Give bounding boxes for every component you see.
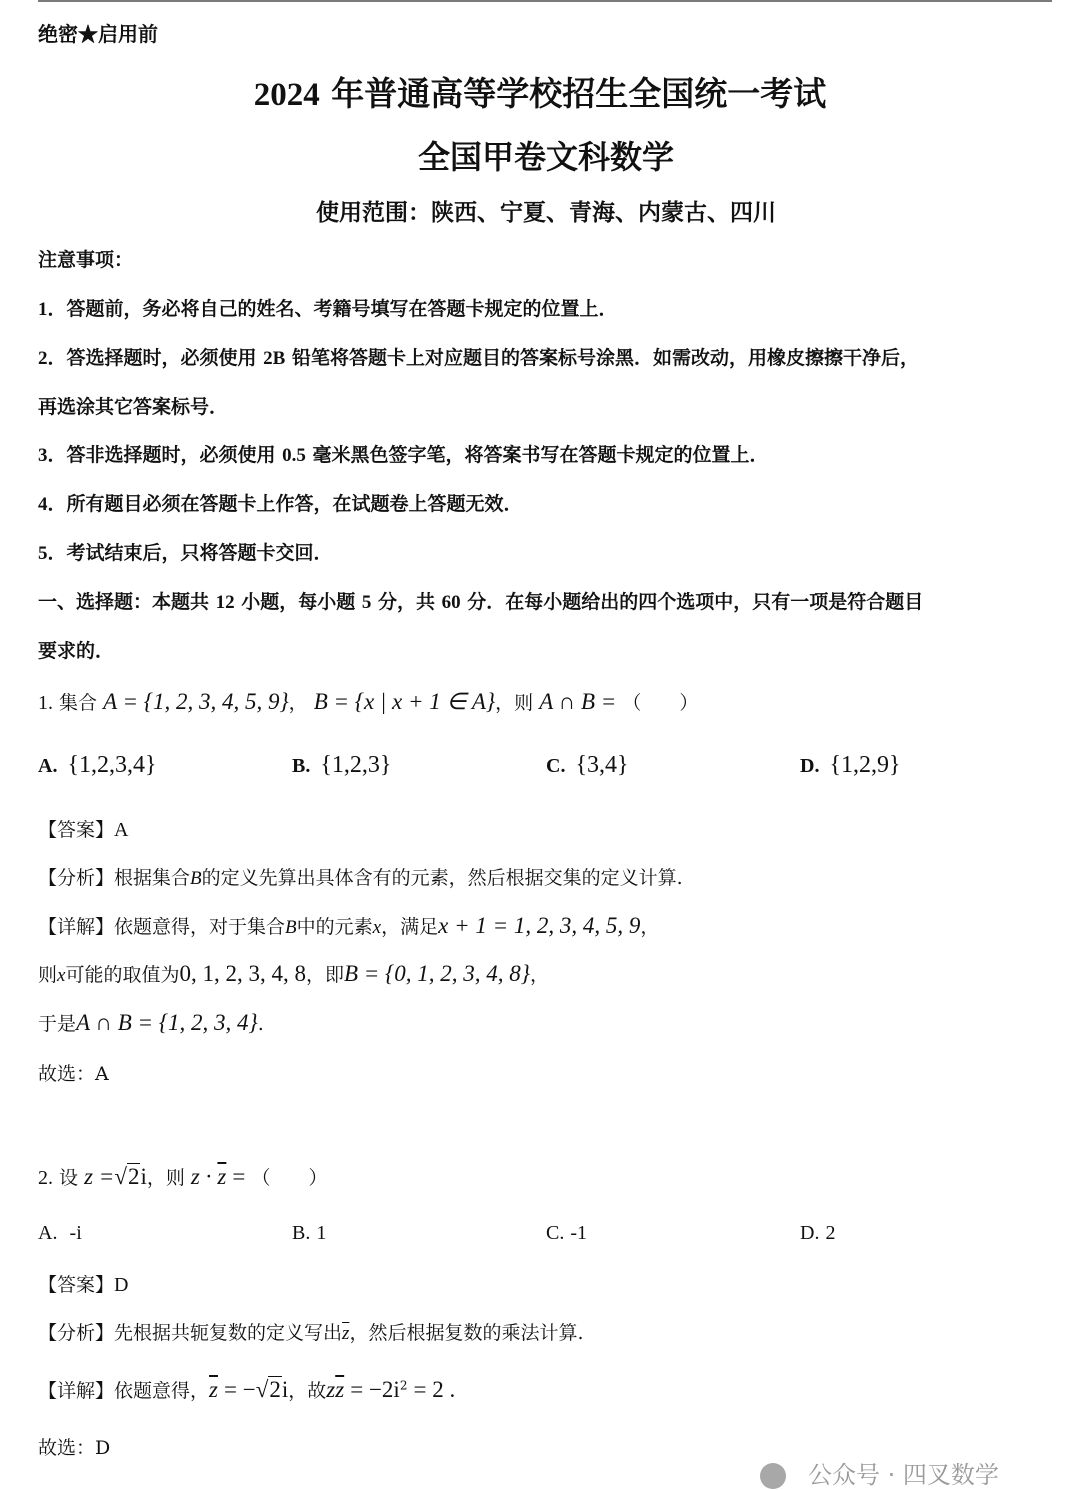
question-2-analysis: 【分析】先根据共轭复数的定义写出$\overline{z}$，然后根据复数的乘法计算.: [38, 1322, 584, 1344]
section-heading-continued: 要求的．: [38, 640, 115, 662]
question-1-option-a[interactable]: A. {1,2,3,4}: [38, 752, 157, 778]
section-heading: 一、选择题：本题共 12 小题，每小题 5 分，共 60 分．在每小题给出的四个选项中，只有一项是符合题目: [38, 591, 924, 613]
notice-item-1: 1．答题前，务必将自己的姓名、考籍号填写在答题卡规定的位置上．: [38, 298, 618, 320]
question-1-answer: 【答案】A: [38, 819, 129, 841]
exam-title-text: 年普通高等学校招生全国统一考试: [331, 74, 827, 113]
question-2-answer: 【答案】D: [38, 1274, 129, 1296]
question-1-detail-line-1: 【详解】依题意得，对于集合B中的元素x，满足x + 1 = 1, 2, 3, 4, 5, 9，: [38, 913, 660, 938]
notice-item-2: 2．答选择题时，必须使用 2B 铅笔将答题卡上对应题目的答案标号涂黑．如需改动，用橡皮擦擦干净后，: [38, 347, 919, 369]
question-2-detail: 【详解】依题意得，$\overline{z} = -√2i$，故$z\overline{z} = -2i^2 = 2$ .: [38, 1377, 456, 1402]
notice-item-4: 4．所有题目必须在答题卡上作答，在试题卷上答题无效．: [38, 493, 523, 515]
question-1-choice: 故选：A: [38, 1063, 109, 1085]
wechat-account-icon: [760, 1463, 786, 1489]
notice-item-2-continued: 再选涂其它答案标号．: [38, 396, 229, 418]
question-2-stem: 2. 设 z =√2i，则 $z \cdot \overline{z}$ = （ ）: [38, 1164, 328, 1189]
question-2-option-a[interactable]: A. -i: [38, 1222, 82, 1244]
question-2-option-b[interactable]: B. 1: [292, 1222, 327, 1244]
question-1-detail-line-3: 于是A ∩ B = {1, 2, 3, 4}.: [38, 1010, 264, 1035]
question-2-option-d[interactable]: D. 2: [800, 1222, 836, 1244]
question-1-option-c[interactable]: C. {3,4}: [546, 752, 629, 778]
question-2-choice: 故选：D: [38, 1437, 111, 1459]
confidential-label: 绝密★启用前: [38, 22, 158, 46]
exam-year: 2024: [253, 77, 320, 113]
notice-item-5: 5．考试结束后，只将答题卡交回．: [38, 542, 333, 564]
notice-heading: 注意事项：: [38, 249, 134, 271]
set-b-definition: B = {x | x + 1 ∈ A}: [313, 689, 496, 714]
question-1-analysis: 【分析】根据集合B的定义先算出具体含有的元素，然后根据交集的定义计算.: [38, 867, 683, 889]
exam-subtitle: 全国甲卷文科数学: [417, 138, 674, 176]
usage-scope: 使用范围：陕西、宁夏、青海、内蒙古、四川: [316, 199, 776, 226]
watermark: 公众号 · 四叉数学: [760, 1455, 999, 1490]
exam-title: [0, 68, 1080, 115]
question-1-option-d[interactable]: D. {1,2,9}: [800, 752, 901, 778]
question-1-detail-line-2: 则x可能的取值为0, 1, 2, 3, 4, 8，即B = {0, 1, 2, 3, 4, 8}，: [38, 961, 549, 986]
question-1-stem: 1. 集合 A = {1, 2, 3, 4, 5, 9}， B = {x | x + 1 ∈ A}，则 A ∩ B = （ ）: [38, 689, 699, 714]
page-top-rule: [38, 0, 1052, 2]
question-1-option-b[interactable]: B. {1,2,3}: [292, 752, 392, 778]
set-a-definition: A = {1, 2, 3, 4, 5, 9}: [103, 689, 289, 714]
intersection-expression: A ∩ B =: [539, 689, 617, 714]
notice-item-3: 3．答非选择题时，必须使用 0.5 毫米黑色签字笔，将答案书写在答题卡规定的位置上．: [38, 444, 769, 466]
question-2-option-c[interactable]: C. -1: [546, 1222, 588, 1244]
